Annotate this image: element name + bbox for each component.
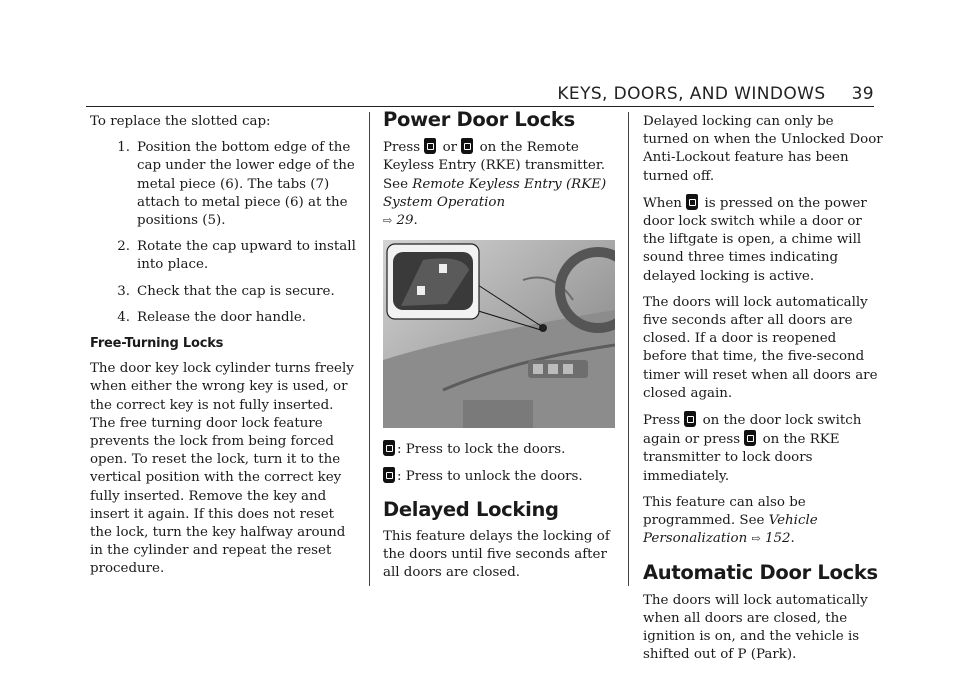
unlock-icon — [383, 467, 395, 483]
lock-icon — [383, 440, 395, 456]
free-turning-heading: Free-Turning Locks — [90, 336, 224, 352]
step-item: 3. Check that the cap is secure. — [117, 283, 335, 299]
unlock-icon — [461, 138, 473, 154]
programming-note: This feature can also be programmed. See Vehicle Personalization ⇨ 152. — [643, 494, 883, 549]
lock-icon — [686, 194, 698, 210]
page-arrow-icon: ⇨ — [751, 532, 761, 546]
delayed-locking-heading: Delayed Locking — [383, 497, 559, 521]
lock-icon — [424, 138, 436, 154]
page-arrow-icon: ⇨ — [383, 214, 393, 228]
replace-steps — [90, 139, 358, 327]
free-turning-text: The door key lock cylinder turns freely when either the wrong key is used, or the correct key is not fully inserted. The free turning door lock feature prevents the lock from being forced open. To reset the lock, turn it to the vertical position with the correct key fully inserted. Remove the key and insert it again. If this does not reset the lock, turn the key halfway around in the cylinder and repeat the reset procedure. — [90, 361, 354, 577]
step-item: 2. Rotate the cap upward to install into place. — [117, 239, 356, 273]
door-lock-switch-photo — [383, 240, 615, 428]
column-1 — [90, 113, 358, 587]
power-locks-paragraph: Press or on the Remote Keyless Entry (RKE) transmitter. See Remote Keyless Entry (RKE) System Operation ⇨ 29. — [383, 138, 619, 230]
column-divider-2 — [628, 112, 629, 586]
immediate-lock: Press on the door lock switch again or press on the RKE transmitter to lock doors immediately. — [643, 413, 862, 484]
running-header — [557, 84, 874, 104]
automatic-door-locks-text: The doors will lock automatically when all doors are closed, the ignition is on, and the vehicle is shifted out of P (Park). — [643, 592, 868, 663]
unlock-legend: : Press to unlock the doors. — [383, 467, 619, 486]
delayed-lock-note: Delayed locking can only be turned on when the Unlocked Door Anti-Lockout feature has been turned off. — [643, 114, 883, 184]
automatic-door-locks-heading: Automatic Door Locks — [643, 561, 878, 585]
lock-legend: : Press to lock the doors. — [383, 440, 619, 459]
rke-reference[interactable]: Remote Keyless Entry (RKE) System Operation — [383, 176, 607, 210]
lock-icon — [684, 411, 696, 427]
column-divider-1 — [369, 112, 370, 586]
lock-icon — [744, 430, 756, 446]
power-door-locks-heading: Power Door Locks — [383, 108, 575, 131]
section-title: KEYS, DOORS, AND WINDOWS — [557, 84, 826, 104]
step-item: 1. Position the bottom edge of the cap under the lower edge of the metal piece (6). The tabs (7) attach to metal piece (6) at the positions (5). — [117, 140, 355, 229]
column-2 — [383, 108, 619, 590]
delayed-lock-timer: The doors will lock automatically five seconds after all doors are closed. If a door is reopened before that time, the five-second timer will reset when all doors are closed again. — [643, 294, 878, 401]
replace-intro: To replace the slotted cap: — [90, 114, 271, 129]
header-rule — [86, 106, 874, 107]
column-3 — [643, 113, 883, 672]
step-item: 4. Release the door handle. — [117, 309, 307, 325]
delayed-lock-chime: When is pressed on the power door lock switch while a door or the liftgate is open, a chime will sound three times indicating delayed locking is active. — [643, 195, 867, 284]
personalization-page-ref[interactable]: 152 — [764, 531, 791, 547]
page-number: 39 — [851, 84, 874, 104]
personalization-reference[interactable]: Vehicle Personalization — [643, 513, 818, 547]
delayed-locking-text: This feature delays the locking of the doors until five seconds after all doors are closed. — [383, 528, 610, 581]
rke-page-ref[interactable]: 29 — [396, 213, 414, 229]
